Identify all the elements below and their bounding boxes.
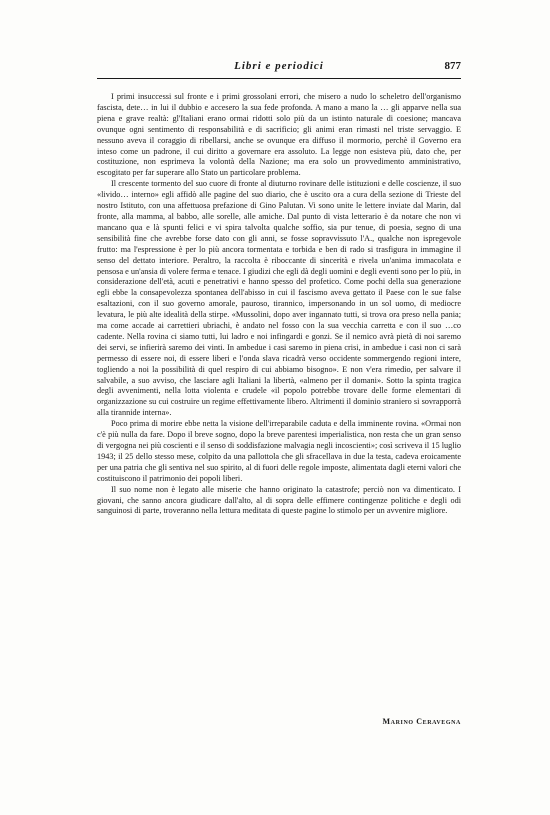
page-number: 877 <box>444 60 461 72</box>
header-rule <box>97 78 461 79</box>
running-head: Libri e periodici <box>234 60 324 72</box>
paragraph-2: Il crescente tormento del suo cuore di fronte al diuturno rovinare delle istituzioni e delle coscienze, il suo «livido… interno» egli affidò alle pagine del suo diario, che è uscito ora a cura della sezione di Trieste del nostro Istituto, con una affettuosa prefazione di Gino Palutan. Vi sono unite le lettere inviate dal Marin, dal fronte, alla mamma, al babbo, alle sorelle, alle amiche. Dal punto di vista letterario è da notare che non vi mancano qua e là spunti felici e vi spira talvolta qualche soffio, sia pur tenue, di poesia, segno di una sensibilità fine che avrebbe forse dato con gli anni, se fosse sopravvissuto l'A., qualche non ispregevole frutto: ma l'espressione è per lo più ancora tormentata e torbida e ben di rado si trasfigura in immagine il senso del dettato interiore. Peraltro, la raccolta è riboccante di sincerità e rivela un'anima immacolata e pensosa e un'ansia di volere ferma e tenace. I giudizi che egli dà degli uomini e degli eventi sono per lo più, in considerazione dell'età, acuti e penetrativi e hanno spesso del profetico. Come pochi della sua generazione egli ebbe la consapevolezza spontanea dell'abisso in cui il fascismo aveva gettato il Paese con le sue false esaltazioni, con il suo governo amorale, pauroso, tirannico, impersonando in un sol uomo, di mediocre levatura, le più alte idealità della stirpe. «Mussolini, dopo aver ingannato tutti, si trova ora preso nella pania; ma come accade ai carrettieri ubriachi, è andato nel fosso con la sua vecchia carretta e con il suo …co cadente. Nella rovina ci siamo tutti, lui ladro e noi infingardi e gonzi. Se il nemico avrà pietà di noi saremo dei servi, se infierirà saremo dei vinti. In ambedue i casi saremo in piena crisi, in ambedue i casi non ci sarà permesso di essere noi, di essere liberi e l'onda slava ricadrà verso occidente sommergendo regioni intere, togliendo a noi la possibilità di quel respiro di cui abbiamo bisogno». E non v'era rimedio, per salvare il salvabile, a suo avviso, che lasciare agli Italiani la libertà, «almeno per il domani». Sotto la spinta tragica degli avvenimenti, nella lotta violenta e crudele «il popolo potrebbe trovare delle forme elementari di organizzazione su cui costruire un regime effettivamente libero. Altrimenti il dominio straniero si sovrapporrà alla tirannide interna». <box>97 179 461 418</box>
paragraph-4: Il suo nome non è legato alle miserie che hanno originato la catastrofe; perciò non va dimenticato. I giovani, che sanno ancora giudicare dall'alto, al di sopra delle effimere contingenze politiche e degli odi sanguinosi di parte, troveranno nella lettura meditata di queste pagine lo stimolo per un avvenire migliore. <box>97 484 461 516</box>
author-signature: Marino Ceravegna <box>382 717 461 726</box>
page-header <box>97 60 461 78</box>
paragraph-3: Poco prima di morire ebbe netta la visione dell'irreparabile caduta e della imminente rovina. «Ormai non c'è più nulla da fare. Dopo il breve sogno, dopo la breve parentesi imperialistica, non resta che un gran senso di vergogna nei più coscienti e il senso di soddisfazione malvagia negli incoscienti»; così scriveva il 15 luglio 1943; il 25 dello stesso mese, colpito da una pallottola che gli sfracellava in due la testa, cadeva eroicamente per una patria che gli sentiva nel suo spirito, al di fuori delle regole imposte, alimentata dagli eterni valori che costituiscono il patrimonio dei popoli liberi. <box>97 419 461 483</box>
review-text <box>97 92 461 517</box>
paragraph-1: I primi insuccessi sul fronte e i primi grossolani errori, che misero a nudo lo scheletro dell'organismo fascista, dete… in lui il dubbio e accesero la sua fede profonda. A mano a mano la … gli apparve nella sua piena e grave realtà: gl'Italiani erano ormai ridotti solo più da un istinto naturale di coesione; mancava ovunque ogni sentimento di responsabilità e di sacrificio; gli animi eran rimasti nel triste servaggio. E nessuno aveva il coraggio di ribellarsi, anche se ovunque era diffuso il mormorio, perchè il Governo era inteso come un padrone, il cui diritto a governare era assoluto. La legge non esisteva più, dato che, per costituzione, non esprimeva la volontà della Nazione; ma era solo un provvedimento amministrativo, escogitato per far superare allo Stato un particolare problema. <box>97 92 461 178</box>
